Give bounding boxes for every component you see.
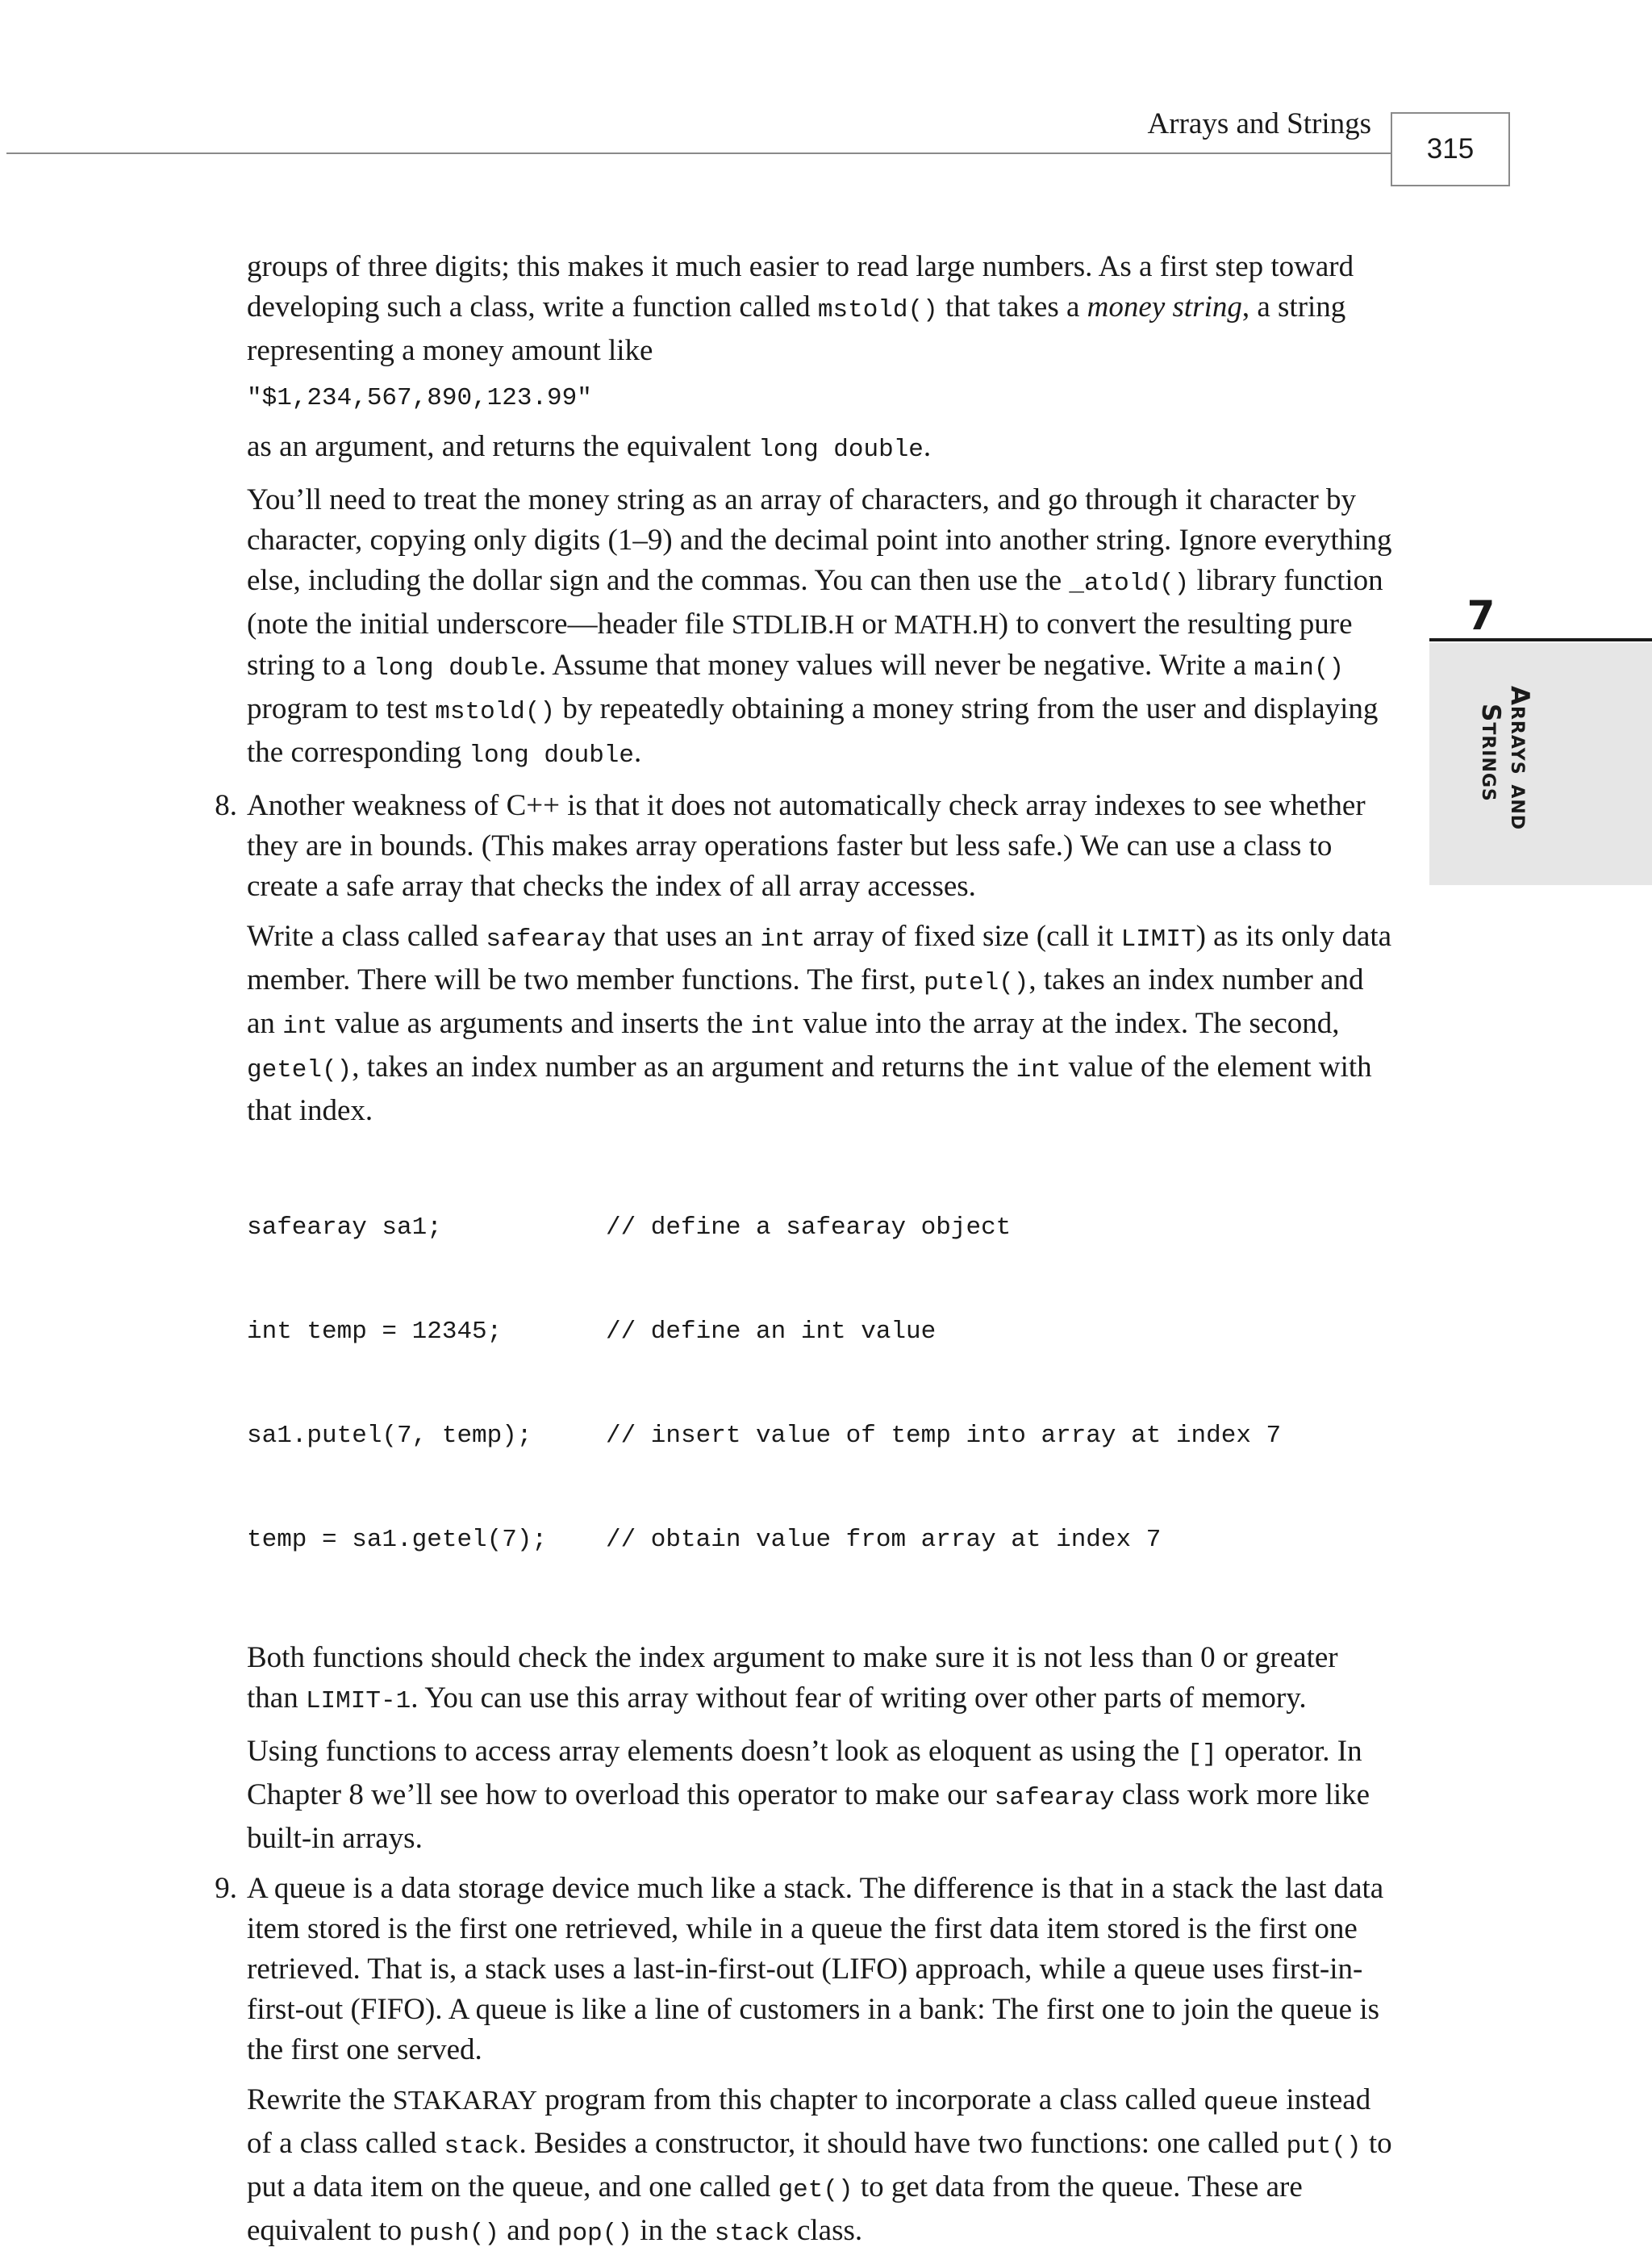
page-number-box: [1391, 112, 1510, 186]
paragraph-safearay-class: Write a class called safearay that uses an int array of fixed size (call it LIMIT) as its only data member. There will be two member functions. The first, putel(), takes an index number and an int value as arguments and inserts the int value into the array at the index. The second, getel(), takes an index number as an argument and returns the int value of the element with that index.: [247, 920, 1392, 1127]
page-body: [215, 247, 1392, 2264]
inline-code: main(): [1254, 654, 1345, 683]
chapter-rule: [1429, 638, 1652, 641]
inline-code: _atold(): [1069, 570, 1190, 598]
inline-code: long double: [758, 436, 924, 464]
code-line: [247, 1523, 1392, 1557]
inline-code: stack: [714, 2220, 790, 2248]
emphasis: money string: [1087, 290, 1242, 324]
chapter-number: 7: [1466, 592, 1496, 639]
small-caps-program-name: STAKARAY: [392, 2086, 538, 2116]
exercise-9: [215, 1869, 1392, 2254]
inline-code: safearay: [994, 1784, 1115, 1812]
inline-code: int: [760, 925, 806, 954]
inline-code: queue: [1204, 2089, 1279, 2117]
chapter-tab: [1429, 643, 1652, 885]
code-comment: // insert value of temp into array at index 7: [606, 1422, 1282, 1450]
code-statement: safearay sa1;: [247, 1213, 442, 1242]
paragraph-rewrite-stakaray: Rewrite the STAKARAY program from this chapter to incorporate a class called queue instead of a class called stack. Besides a constructor, it should have two functions: one called put() to put a data item on the queue, and one called get() to get data from the queue. These are equivalent to push() and pop() in the stack class.: [247, 2083, 1392, 2248]
paragraph-queue: A queue is a data storage device much like a stack. The difference is that in a stack the last data item stored is the first one retrieved, while in a queue the first data item stored is the first one retrieved. That is, a stack uses a last-in-first-out (LIFO) approach, while a queue uses first-in-first-out (FIFO). A queue is like a line of customers in a bank: The first one to join the queue is the first one served.: [247, 1872, 1384, 2066]
small-caps-filename: STDLIB.H: [732, 610, 855, 640]
code-statement: sa1.putel(7, temp);: [247, 1422, 532, 1450]
inline-code: stack: [444, 2132, 519, 2161]
paragraph-money-string: groups of three digits; this makes it much easier to read large numbers. As a first step toward developing such a class, write a function called mstold() that takes a money string, a string representing a money amount like: [247, 250, 1354, 367]
inline-code: LIMIT-1: [305, 1687, 411, 1715]
inline-code: long double: [373, 654, 539, 683]
exercise-number: 9.: [215, 1872, 237, 1905]
inline-code: safearay: [486, 925, 607, 954]
code-comment: // obtain value from array at index 7: [606, 1526, 1162, 1554]
code-statement: int temp = 12345;: [247, 1318, 503, 1346]
inline-code: getel(): [247, 1056, 353, 1084]
inline-code: mstold(): [817, 296, 938, 324]
inline-code: push(): [409, 2220, 500, 2248]
inline-code: []: [1187, 1740, 1217, 1769]
code-safearay-example: [247, 1141, 1392, 1627]
paragraph-returns: as an argument, and returns the equivalent long double.: [247, 430, 932, 464]
inline-code: int: [1016, 1056, 1062, 1084]
paragraph-check-index: Both functions should check the index argument to make sure it is not less than 0 or greater than LIMIT-1. You can use this array without fear of writing over other parts of memory.: [247, 1641, 1338, 1715]
inline-code: int: [282, 1013, 327, 1041]
paragraph-weakness: Another weakness of C++ is that it does not automatically check array indexes to see whether they are in bounds. (This makes array operations faster but less safe.) We can use a class to create a safe array that checks the index of all array accesses.: [247, 789, 1366, 903]
code-money-example: "$1,234,567,890,123.99": [247, 384, 592, 412]
chapter-title-line1: Arrays and: [1505, 686, 1534, 831]
running-head: Arrays and Strings: [1147, 107, 1371, 140]
small-caps-filename: MATH.H: [894, 610, 999, 640]
page-number: 315: [1426, 133, 1475, 165]
inline-code: get(): [778, 2176, 853, 2204]
paragraph-treat-money-string: You’ll need to treat the money string as an array of characters, and go through it character by character, copying only digits (1–9) and the decimal point into another string. Ignore everything else, including the dollar sign and the commas. You can then use the _atold() library function (note the initial underscore—header file STDLIB.H or MATH.H) to convert the resulting pure string to a long double. Assume that money values will never be negative. Write a main() program to test mstold() by repeatedly obtaining a money string from the user and displaying the corresponding long double.: [247, 483, 1392, 770]
inline-code: LIMIT: [1120, 925, 1196, 954]
paragraph-overload-operator: Using functions to access array elements doesn’t look as eloquent as using the [] operator. In Chapter 8 we’ll see how to overload this operator to make our safearay class work more like built-in arrays.: [247, 1735, 1370, 1855]
inline-code: mstold(): [435, 698, 556, 726]
code-line: [247, 1418, 1392, 1453]
chapter-title-line2: Strings: [1476, 704, 1505, 802]
chapter-title: [1476, 686, 1534, 863]
inline-code: pop(): [557, 2220, 632, 2248]
header-rule: [6, 152, 1391, 154]
inline-code: long double: [469, 741, 635, 770]
inline-code: putel(): [924, 969, 1029, 997]
inline-code: int: [750, 1013, 796, 1041]
code-comment: // define a safearay object: [606, 1213, 1012, 1242]
exercise-number: 8.: [215, 789, 237, 822]
inline-code: put(): [1286, 2132, 1362, 2161]
code-line: [247, 1210, 1392, 1245]
code-line: [247, 1314, 1392, 1349]
code-statement: temp = sa1.getel(7);: [247, 1526, 548, 1554]
code-comment: // define an int value: [606, 1318, 937, 1346]
exercise-8: [215, 786, 1392, 1859]
